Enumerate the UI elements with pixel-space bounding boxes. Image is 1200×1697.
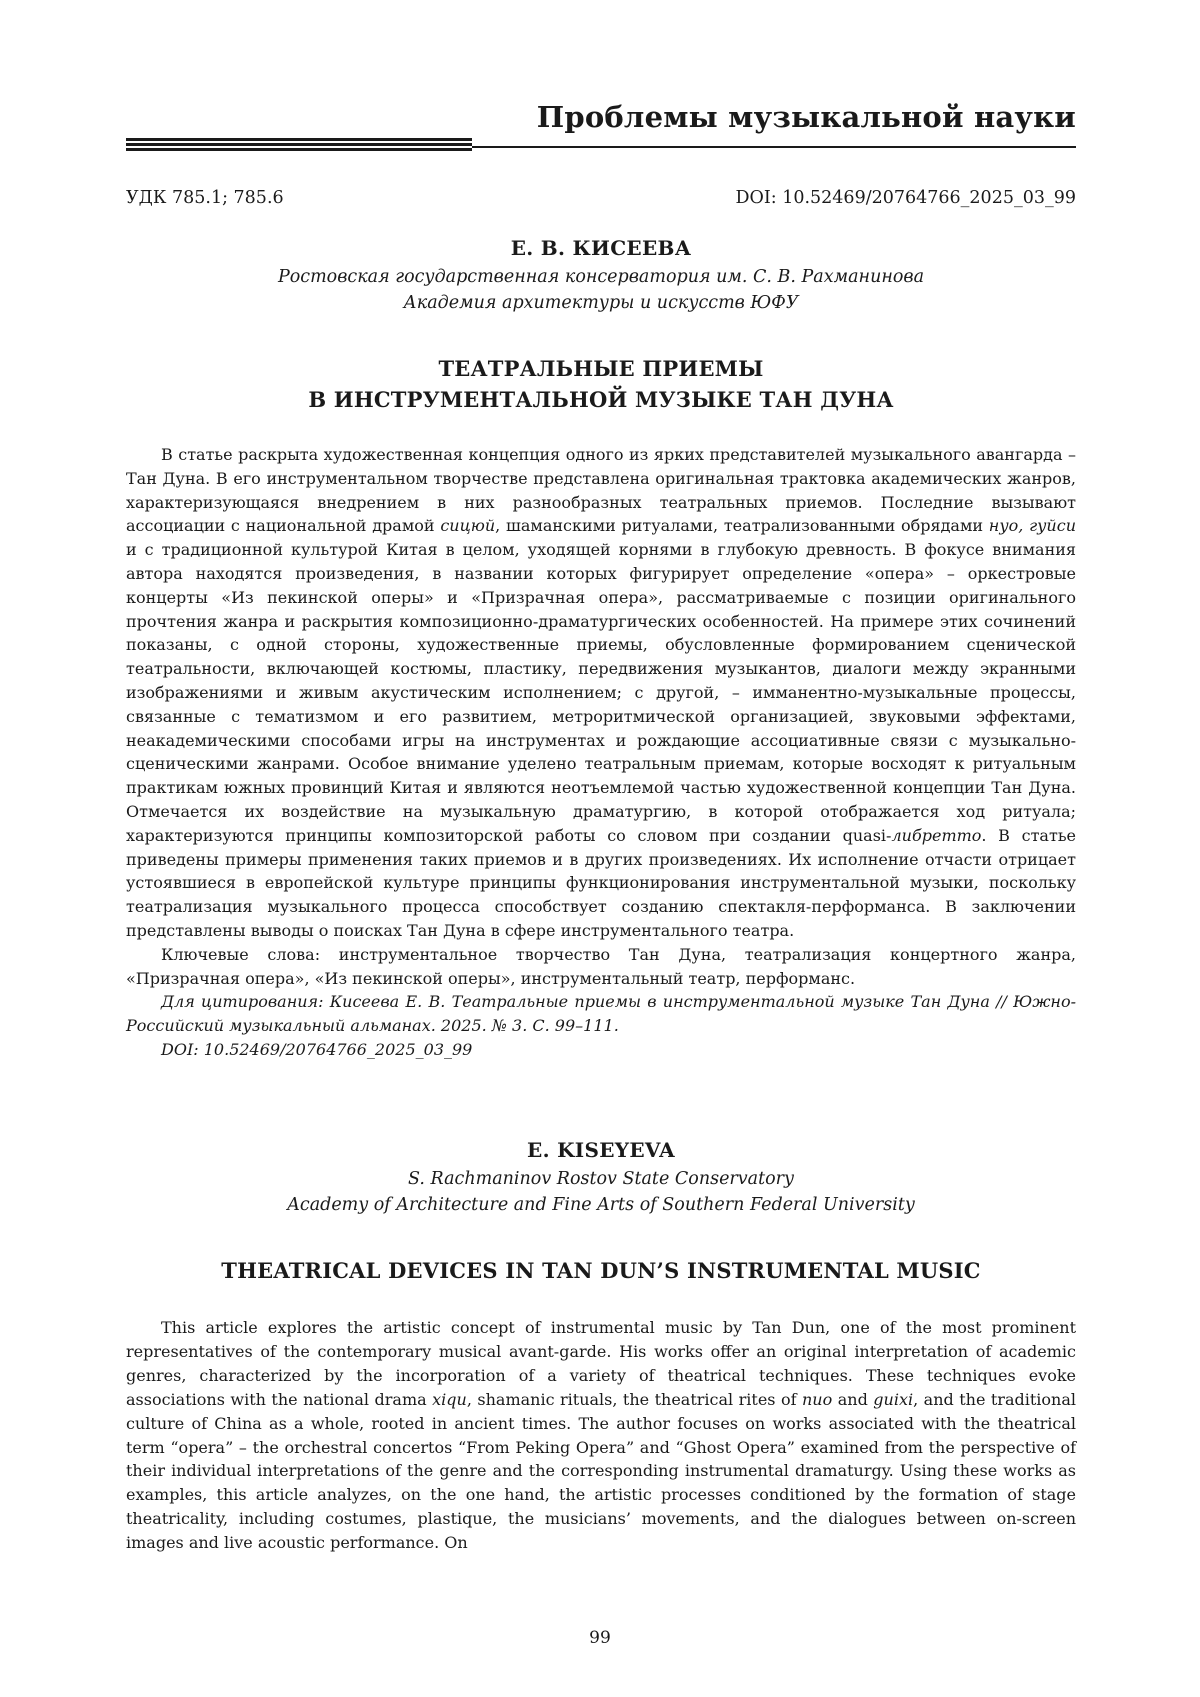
article-meta — [126, 188, 1076, 208]
ru-affiliation-1: Ростовская государственная консерватория им. С. В. Рахманинова — [277, 267, 925, 287]
en-affiliation-2: Academy of Architecture and Fine Arts of Southern Federal University — [287, 1195, 915, 1215]
ru-title — [126, 353, 1076, 415]
page-number: 99 — [589, 1628, 611, 1648]
ru-author: Е. В. КИСЕЕВА — [510, 236, 692, 260]
doi-code: DOI: 10.52469/20764766_2025_03_99 — [735, 188, 1076, 208]
ru-abstract: В статье раскрыта художественная концепция одного из ярких представителей музыкального авангарда – Тан Дуна. В его инструментальном творчестве представлена оригинальная трактовка академических жанров, характеризующаяся внедрением в них разнообразных театральных приемов. Последние вызывают ассоциации с национальной драмой сицюй, шаманскими ритуалами, театрализованными обрядами нуо, гуйси и с традиционной культурой Китая в целом, уходящей корнями в глубокую древность. В фокусе внимания автора находятся произведения, в названии которых фигурирует определение «опера» – оркестровые концерты «Из пекинской оперы» и «Призрачная опера», рассматриваемые с позиции оригинального прочтения жанра и раскрытия композиционно-драматургических особенностей. На примере этих сочинений показаны, с одной стороны, художественные приемы, обусловленные формированием сценической театральности, включающей костюмы, пластику, передвижения музыкантов, диалоги между экранными изображениями и живым акустическим исполнением; с другой, – имманентно-музыкальные процессы, связанные с тематизмом и его развитием, метроритмической организацией, звуковыми эффектами, неакадемическими способами игры на инструментах и рождающие ассоциативные связи с музыкально-сценическими жанрами. Особое внимание уделено театральным приемам, которые восходят к ритуальным практикам южных провинций Китая и являются неотъемлемой частью художественной концепции Тан Дуна. Отмечается их воздействие на музыкальную драматургию, в которой отображается ход ритуала; характеризуются принципы композиторской работы со словом при создании quasi-либретто. В статье приведены примеры применения таких приемов и в других произведениях. Их исполнение отчасти отрицает устоявшиеся в европейской культуре принципы функционирования инструментальной музыки, поскольку театрализация музыкального процесса способствует созданию спектакля-перформанса. В заключении представлены выводы о поисках Тан Дуна в сфере инструментального театра. — [126, 445, 1077, 940]
ru-affiliation-2: Академия архитектуры и искусств ЮФУ — [403, 293, 799, 313]
ru-abstract-block — [126, 443, 1076, 1062]
term-libretto: либретто — [891, 825, 982, 845]
en-affiliation-1: S. Rachmaninov Rostov State Conservatory — [408, 1169, 794, 1189]
term-guixi: guixi — [873, 1389, 914, 1409]
udk-code: УДК 785.1; 785.6 — [126, 188, 284, 208]
en-affiliations — [126, 1166, 1076, 1218]
ru-affiliations — [126, 264, 1076, 316]
en-title: THEATRICAL DEVICES IN TAN DUN’S INSTRUMENTAL MUSIC — [221, 1258, 981, 1283]
ru-keywords: Ключевые слова: инструментальное творчество Тан Дуна, театрализация концертного жанра, «Призрачная опера», «Из пекинской оперы», инструментальный театр, перформанс. — [126, 944, 1076, 988]
header-rule-line — [472, 146, 1076, 148]
term-nuo: nuo — [802, 1389, 833, 1409]
term-nuo-guisi: нуо, гуйси — [988, 516, 1077, 536]
ru-citation: Для цитирования: Кисеева Е. В. Театральные приемы в инструментальной музыке Тан Дуна // Южно-Российский музыкальный альманах. 2025. № 3. С. 99–111. — [126, 992, 1076, 1036]
en-abstract-block — [126, 1316, 1076, 1555]
ru-title-line-2: В ИНСТРУМЕНТАЛЬНОЙ МУЗЫКЕ ТАН ДУНА — [308, 387, 894, 412]
header-double-rule — [126, 138, 472, 153]
journal-title: Проблемы музыкальной науки — [536, 100, 1076, 134]
term-xiqu: xiqu — [432, 1389, 467, 1409]
en-abstract: This article explores the artistic concept of instrumental music by Tan Dun, one of the most prominent representatives of the contemporary musical avant-garde. His works offer an original interpretation of academic genres, characterized by the incorporation of a variety of theatrical techniques. These techniques evoke associations with the national drama xiqu, shamanic rituals, the theatrical rites of nuo and guixi, and the traditional culture of China as a whole, rooted in ancient times. The author focuses on works associated with the theatrical term “opera” – the orchestral concertos “From Peking Opera” and “Ghost Opera” examined from the perspective of their individual interpretations of the genre and the corresponding instrumental dramaturgy. Using these works as examples, this article analyzes, on the one hand, the artistic processes conditioned by the formation of stage theatricality, including costumes, plastique, the musicians’ movements, and the dialogues between on-screen images and live acoustic performance. On — [126, 1318, 1076, 1553]
term-sicui: сицюй — [440, 516, 496, 536]
en-author: E. KISEYEVA — [527, 1138, 675, 1162]
ru-citation-doi: DOI: 10.52469/20764766_2025_03_99 — [161, 1039, 473, 1059]
ru-title-line-1: ТЕАТРАЛЬНЫЕ ПРИЕМЫ — [438, 356, 764, 381]
